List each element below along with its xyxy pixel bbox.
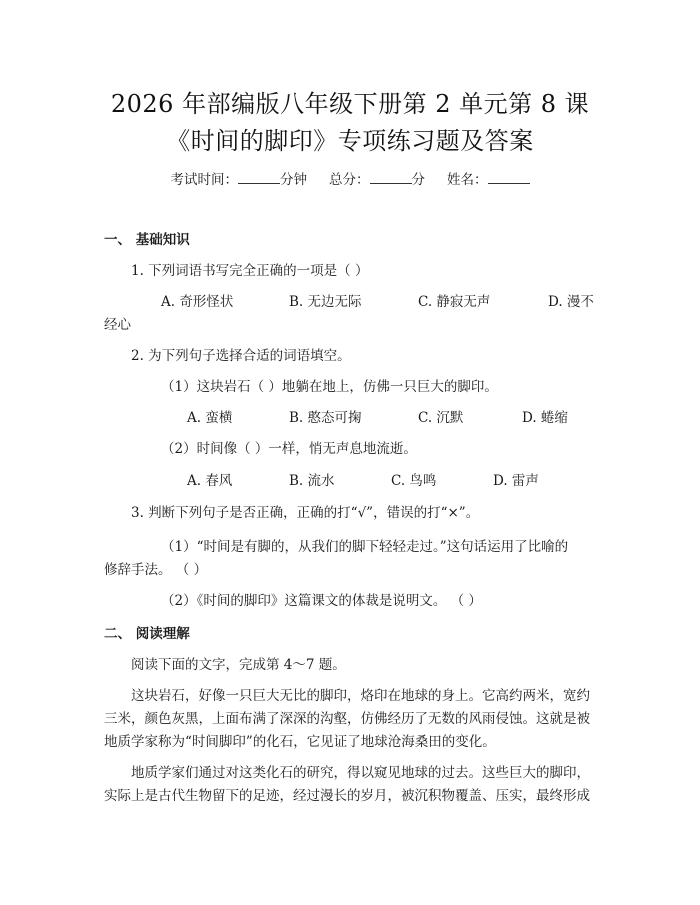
total-score-unit: 分 <box>411 172 425 188</box>
q2-sub2-option-c: C. 鸟鸣 <box>391 473 437 489</box>
question3-stem: 3. 判断下列句子是否正确，正确的打“√”，错误的打“×”。 <box>131 505 480 521</box>
name-label: 姓名： <box>447 172 488 188</box>
q3-sub1-line2: 修辞手法。 （ ） <box>104 562 208 578</box>
total-score-label: 总分： <box>329 172 370 188</box>
total-score-blank <box>370 171 412 184</box>
name-blank <box>488 171 530 184</box>
exam-time-label: 考试时间： <box>170 172 238 188</box>
q2-sub2-option-b: B. 流水 <box>289 473 335 489</box>
q2-sub1-option-c: C. 沉默 <box>418 410 464 426</box>
exam-time-blank <box>238 171 280 184</box>
question1-stem: 1. 下列词语书写完全正确的一项是（ ） <box>131 263 369 279</box>
section2-heading: 二、 阅读理解 <box>104 626 190 642</box>
q2-sub1-sentence: （1）这块岩石（ ）地躺在地上，仿佛一只巨大的脚印。 <box>161 379 498 395</box>
q3-sub2: （2）《时间的脚印》这篇课文的体裁是说明文。 （ ） <box>161 593 482 609</box>
passage-p2-line1: 地质学家们通过对这类化石的研究，得以窥见地球的过去。这些巨大的脚印， <box>131 765 590 781</box>
passage-p2-line2: 实际上是古代生物留下的足迹，经过漫长的岁月，被沉积物覆盖、压实，最终形成 <box>104 788 590 804</box>
q2-sub1-option-b: B. 憨态可掬 <box>289 410 362 426</box>
q1-option-a: A. 奇形怪状 <box>161 294 234 310</box>
q1-option-b: B. 无边无际 <box>289 294 362 310</box>
reading-instruction: 阅读下面的文字，完成第 4～7 题。 <box>131 657 346 673</box>
exam-info <box>0 168 700 188</box>
document-title-line2: 《时间的脚印》专项练习题及答案 <box>166 127 534 155</box>
q1-option-d-wrap: 经心 <box>104 317 131 333</box>
passage-p1-line3: 地质学家称为“时间脚印”的化石，它见证了地球沧海桑田的变化。 <box>104 734 496 750</box>
q1-option-c: C. 静寂无声 <box>418 294 491 310</box>
q2-sub2-sentence: （2）时间像（ ）一样，悄无声息地流逝。 <box>161 441 417 457</box>
question2-stem: 2. 为下列句子选择合适的词语填空。 <box>131 348 351 364</box>
q2-sub1-option-d: D. 蜷缩 <box>522 410 568 426</box>
section1-heading: 一、 基础知识 <box>104 232 190 248</box>
passage-p1-line1: 这块岩石，好像一只巨大无比的脚印，烙印在地球的身上。它高约两米，宽约 <box>131 688 590 704</box>
passage-p1-line2: 三米，颜色灰黑，上面布满了深深的沟壑，仿佛经历了无数的风雨侵蚀。这就是被 <box>104 711 590 727</box>
document-title-line1: 2026 年部编版八年级下册第 2 单元第 8 课 <box>110 90 590 118</box>
q3-sub1-line1: （1）“时间是有脚的，从我们的脚下轻轻走过。”这句话运用了比喻的 <box>161 539 569 555</box>
q2-sub1-option-a: A. 蛮横 <box>187 410 233 426</box>
q2-sub2-option-d: D. 雷声 <box>493 473 539 489</box>
q1-option-d: D. 漫不 <box>548 294 594 310</box>
exam-time-unit: 分钟 <box>280 172 307 188</box>
q2-sub2-option-a: A. 春风 <box>187 473 233 489</box>
